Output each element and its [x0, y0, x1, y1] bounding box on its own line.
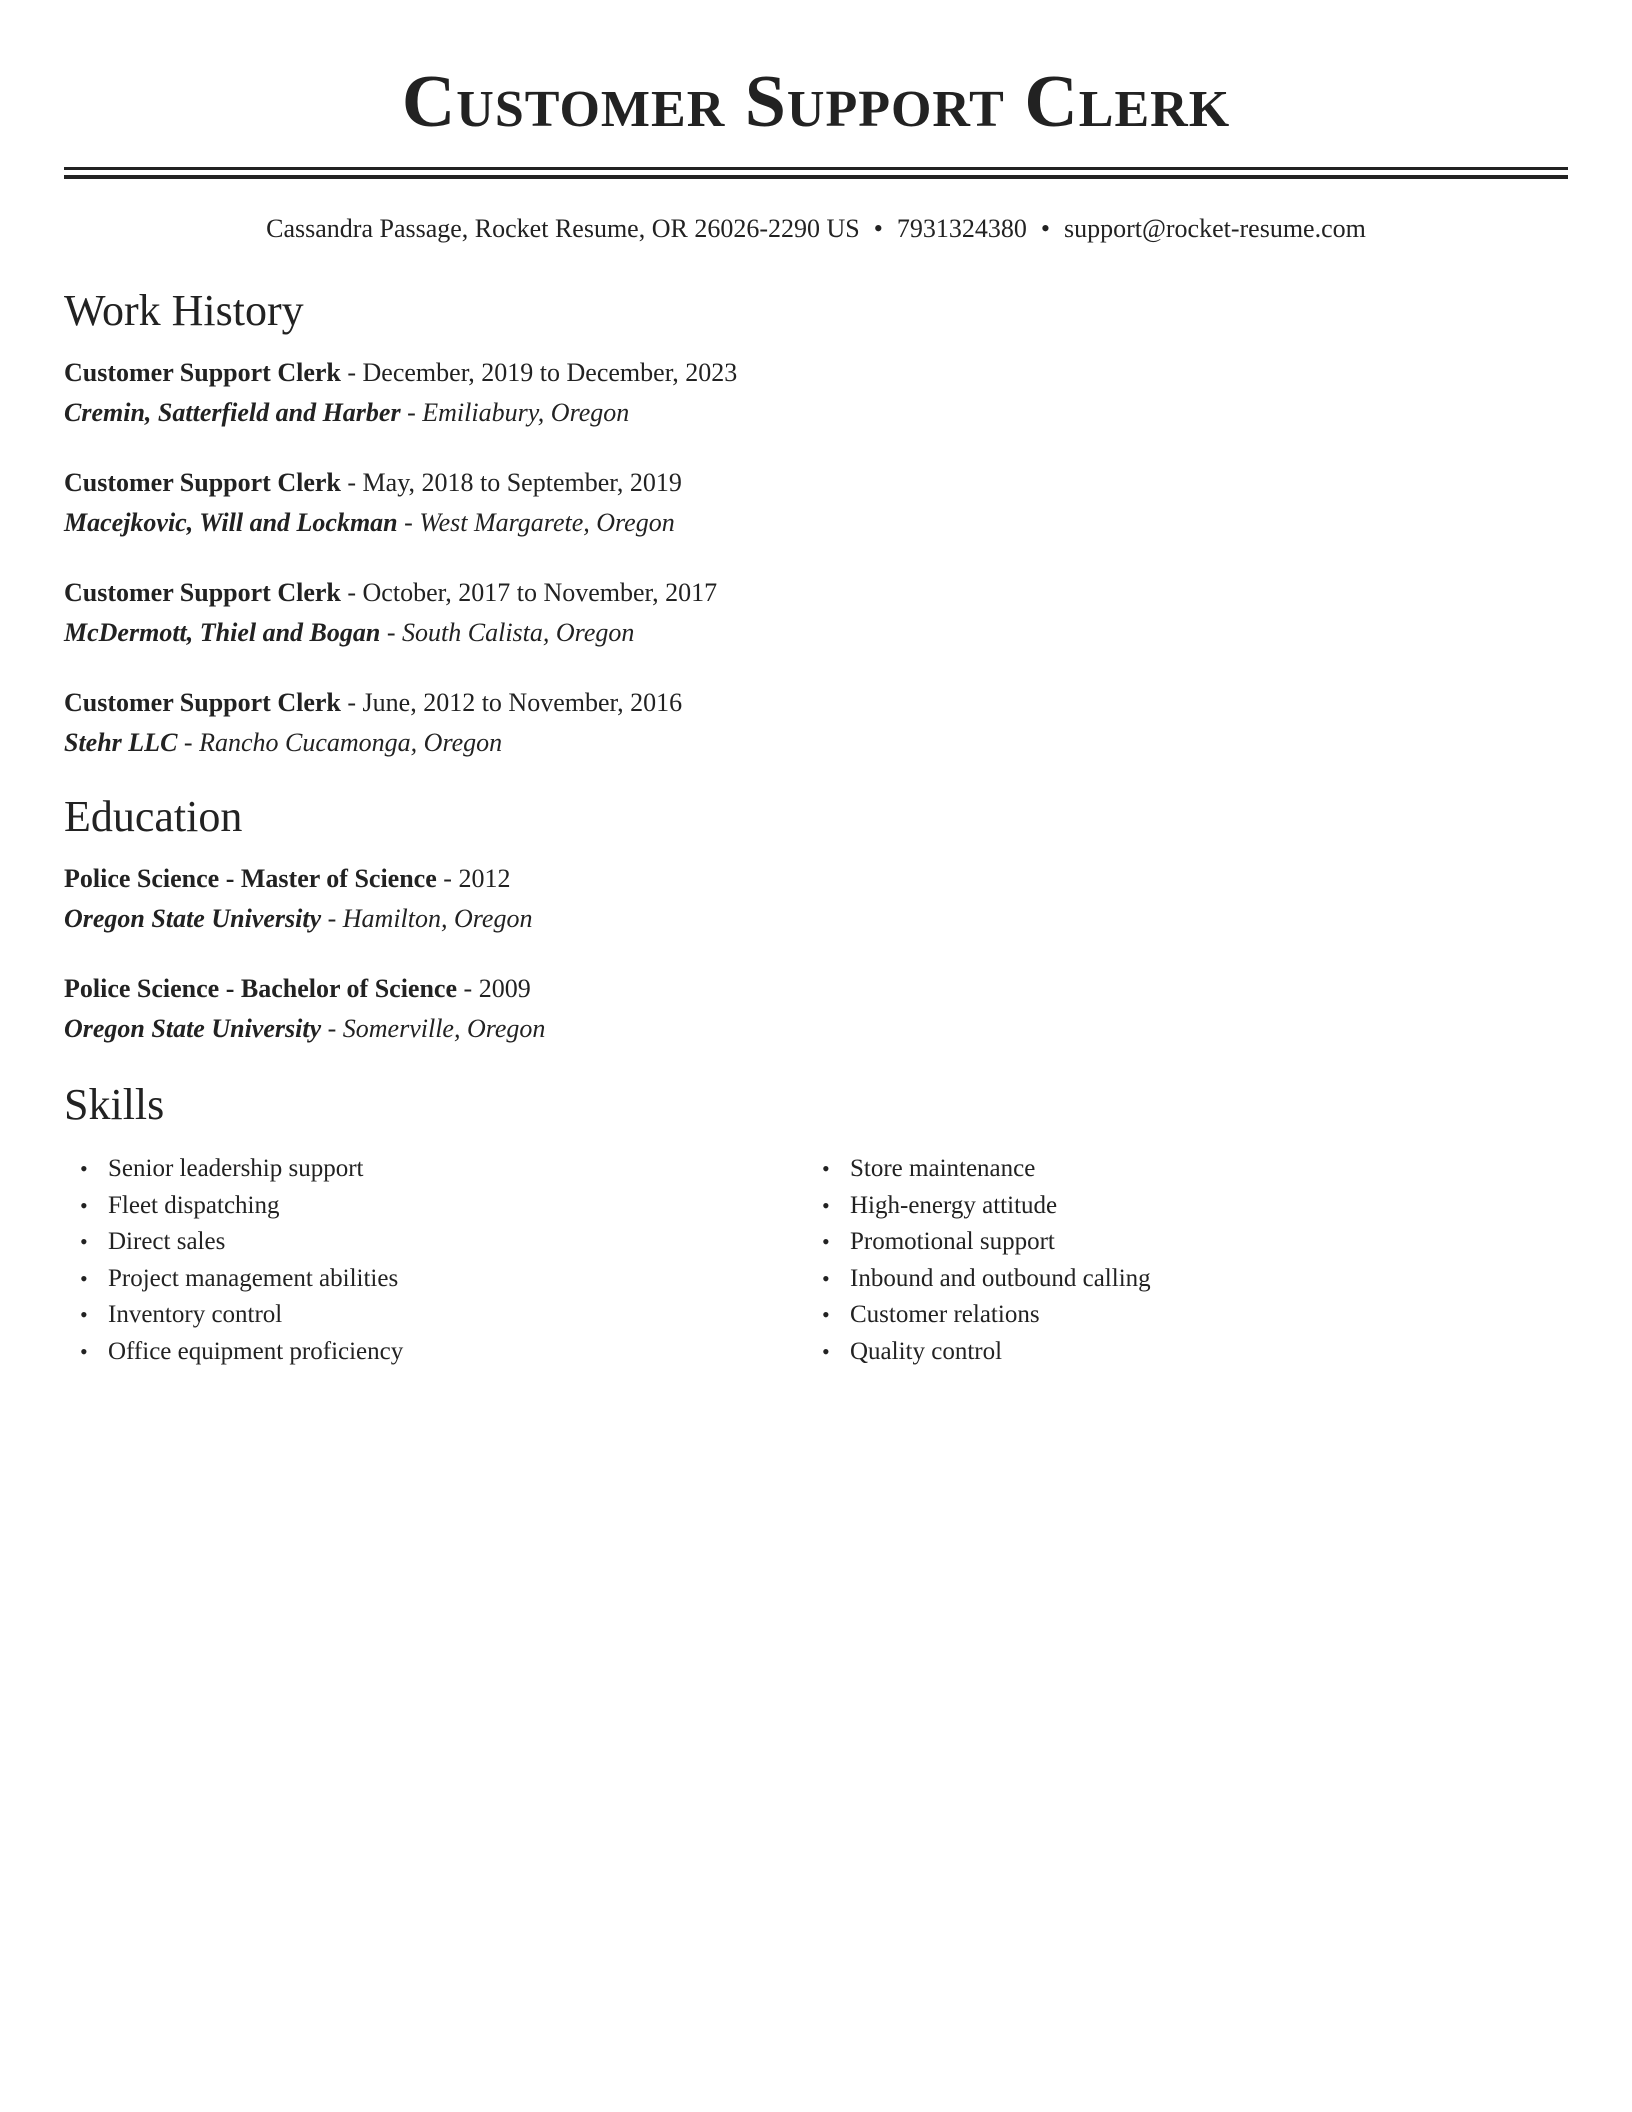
resume-title: Customer Support Clerk: [401, 61, 1231, 143]
skill-item: [80, 1297, 806, 1334]
education-entry-line-1: Police Science - Master of Science - 2012: [64, 864, 511, 893]
skills-list-right: [806, 1151, 1548, 1370]
job-dates: October, 2017 to November, 2017: [362, 578, 718, 607]
skill-label: Direct sales: [108, 1228, 226, 1255]
skill-label: Inbound and outbound calling: [850, 1264, 1151, 1292]
skill-label: Inventory control: [108, 1301, 283, 1328]
education-entry: [64, 859, 1568, 939]
skill-label: Office equipment proficiency: [108, 1337, 404, 1365]
bullet-icon: •: [822, 1192, 830, 1218]
skill-label: Store maintenance: [850, 1155, 1036, 1182]
skill-label: Senior leadership support: [108, 1155, 364, 1182]
skill-label: Fleet dispatching: [108, 1191, 280, 1219]
work-entry-line-1: Customer Support Clerk - June, 2012 to November, 2016: [64, 688, 683, 717]
skill-label: Project management abilities: [108, 1264, 399, 1292]
work-entry-line-2: Stehr LLC - Rancho Cucamonga, Oregon: [64, 728, 503, 757]
work-history-heading: Work History: [64, 286, 304, 335]
skill-item: [80, 1151, 806, 1188]
job-title: Customer Support Clerk: [64, 578, 341, 607]
school-location: Somerville, Oregon: [342, 1014, 546, 1043]
bullet-icon: •: [822, 1302, 830, 1327]
contact-separator: •: [1040, 214, 1050, 243]
title-divider-bottom: [64, 175, 1568, 179]
skills-list-left: [64, 1151, 806, 1370]
job-dates: June, 2012 to November, 2016: [362, 688, 683, 717]
company-name: Stehr LLC: [64, 728, 178, 757]
company-name: Cremin, Satterfield and Harber: [64, 398, 401, 427]
degree-year: 2009: [478, 974, 531, 1003]
work-entry-line-2: Macejkovic, Will and Lockman - West Margarete, Oregon: [64, 508, 675, 537]
education-entry: [64, 969, 1568, 1049]
skill-item: [822, 1151, 1548, 1188]
school-location: Hamilton, Oregon: [342, 904, 533, 933]
job-title: Customer Support Clerk: [64, 688, 341, 717]
skill-label: High-energy attitude: [850, 1191, 1058, 1219]
degree-year: 2012: [458, 864, 511, 893]
bullet-icon: •: [822, 1156, 830, 1181]
company-name: McDermott, Thiel and Bogan: [64, 618, 381, 647]
job-dates: May, 2018 to September, 2019: [362, 468, 682, 497]
bullet-icon: •: [80, 1338, 88, 1364]
school-name: Oregon State University: [64, 1014, 322, 1043]
work-entry-line-1: Customer Support Clerk - October, 2017 to November, 2017: [64, 578, 718, 607]
contact-phone: 7931324380: [896, 214, 1027, 243]
job-dates: December, 2019 to December, 2023: [362, 358, 738, 387]
title-divider-top: [64, 167, 1568, 170]
skill-item: [822, 1334, 1548, 1371]
work-entry: [64, 683, 1568, 763]
skill-label: Quality control: [850, 1337, 1003, 1365]
bullet-icon: •: [80, 1302, 88, 1327]
skills-heading: Skills: [64, 1080, 165, 1129]
contact-address: Cassandra Passage, Rocket Resume, OR 26026-2290 US: [266, 214, 860, 243]
education-heading: Education: [64, 792, 243, 841]
skill-item: [822, 1261, 1548, 1298]
degree-name: Police Science - Master of Science: [64, 864, 437, 893]
resume-page: [64, 0, 1568, 1370]
work-entry-line-1: Customer Support Clerk - December, 2019 to December, 2023: [64, 358, 738, 387]
skill-label: Customer relations: [850, 1301, 1040, 1328]
skills-grid: [64, 1151, 1568, 1370]
bullet-icon: •: [822, 1229, 830, 1254]
skill-item: [822, 1297, 1548, 1334]
bullet-icon: •: [822, 1338, 830, 1364]
bullet-icon: •: [80, 1192, 88, 1218]
skill-item: [80, 1224, 806, 1261]
bullet-icon: •: [80, 1229, 88, 1254]
work-entry-line-1: Customer Support Clerk - May, 2018 to September, 2019: [64, 468, 682, 497]
skill-item: [80, 1334, 806, 1371]
work-entry: [64, 573, 1568, 653]
contact-info: [64, 213, 1568, 245]
education-entry-line-2: Oregon State University - Somerville, Oregon: [64, 1014, 546, 1043]
job-location: South Calista, Oregon: [402, 618, 635, 647]
school-name: Oregon State University: [64, 904, 322, 933]
bullet-icon: •: [80, 1156, 88, 1181]
work-entry: [64, 353, 1568, 433]
contact-separator: •: [873, 214, 883, 243]
skill-label: Promotional support: [850, 1228, 1055, 1255]
job-location: Rancho Cucamonga, Oregon: [199, 728, 503, 757]
contact-email: support@rocket-resume.com: [1063, 214, 1366, 243]
job-title: Customer Support Clerk: [64, 358, 341, 387]
job-location: West Margarete, Oregon: [419, 508, 675, 537]
work-entry-line-2: McDermott, Thiel and Bogan - South Calista, Oregon: [64, 618, 635, 647]
degree-name: Police Science - Bachelor of Science: [64, 974, 458, 1003]
education-entry-line-1: Police Science - Bachelor of Science - 2009: [64, 974, 531, 1003]
work-entry-line-2: Cremin, Satterfield and Harber - Emiliabury, Oregon: [64, 398, 630, 427]
bullet-icon: •: [822, 1265, 830, 1291]
bullet-icon: •: [80, 1265, 88, 1291]
company-name: Macejkovic, Will and Lockman: [64, 508, 398, 537]
skill-item: [80, 1261, 806, 1298]
job-location: Emiliabury, Oregon: [422, 398, 630, 427]
skill-item: [822, 1188, 1548, 1225]
skill-item: [822, 1224, 1548, 1261]
work-entry: [64, 463, 1568, 543]
education-entry-line-2: Oregon State University - Hamilton, Oregon: [64, 904, 533, 933]
job-title: Customer Support Clerk: [64, 468, 341, 497]
skill-item: [80, 1188, 806, 1225]
